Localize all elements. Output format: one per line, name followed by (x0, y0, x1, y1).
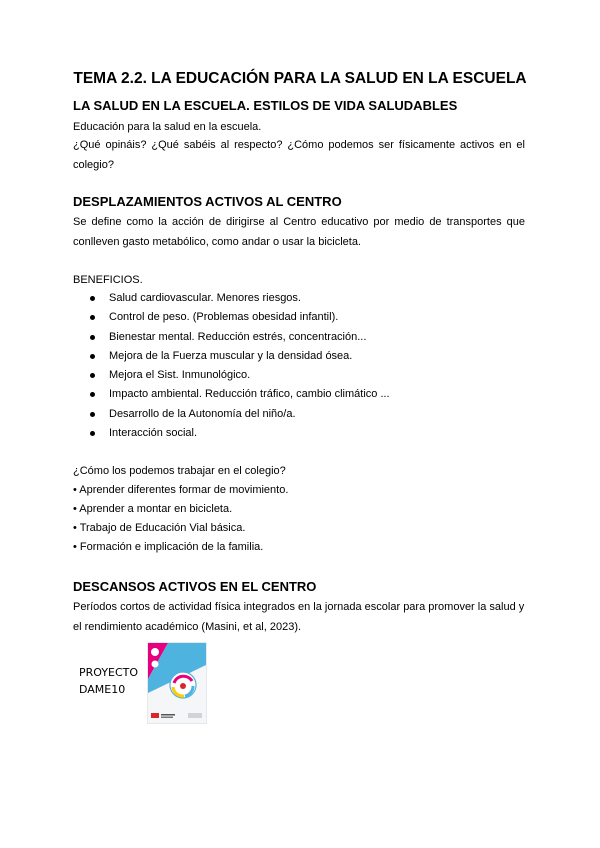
list-item: Mejora el Sist. Inmunológico. (73, 366, 390, 385)
bullet-icon (90, 412, 95, 417)
paragraph-intro: Educación para la salud en la escuela. (73, 121, 262, 133)
bullet-icon (90, 354, 95, 359)
project-cover-image (147, 642, 207, 724)
list-item: Bienestar mental. Reducción estrés, concentración... (73, 328, 390, 347)
bullet-icon (90, 392, 95, 397)
list-item: Mejora de la Fuerza muscular y la densidad ósea. (73, 347, 390, 366)
way-item: • Aprender a montar en bicicleta. (73, 503, 233, 515)
project-label-line2: DAME10 (79, 683, 126, 696)
bullet-icon (90, 373, 95, 378)
section-heading-desplazamientos: DESPLAZAMIENTOS ACTIVOS AL CENTRO (73, 194, 342, 209)
project-label (79, 664, 138, 698)
section-heading-salud: LA SALUD EN LA ESCUELA. ESTILOS DE VIDA SALUDABLES (73, 98, 458, 113)
way-item: • Formación e implicación de la familia. (73, 541, 264, 553)
paragraph-descansos: Períodos cortos de actividad física integrados en la jornada escolar para promover la salud y el rendimiento académico (Masini, et al, 2023). (73, 601, 525, 633)
paragraph-definition: Se define como la acción de dirigirse al Centro educativo por medio de transportes que conlleven gasto metabólico, como andar o usar la bicicleta. (73, 216, 525, 248)
dame10-cover-illustration (148, 643, 206, 723)
way-item: • Trabajo de Educación Vial básica. (73, 522, 246, 534)
list-item: Interacción social. (73, 424, 390, 443)
list-item: Impacto ambiental. Reducción tráfico, cambio climático ... (73, 385, 390, 404)
benefits-list (73, 289, 390, 443)
way-item: • Aprender diferentes formar de movimiento. (73, 484, 289, 496)
list-item: Control de peso. (Problemas obesidad infantil). (73, 308, 390, 327)
list-item: Desarrollo de la Autonomía del niño/a. (73, 405, 390, 424)
list-item: Salud cardiovascular. Menores riesgos. (73, 289, 390, 308)
benefits-label: BENEFICIOS. (73, 274, 143, 286)
bullet-icon (90, 296, 95, 301)
section-heading-descansos: DESCANSOS ACTIVOS EN EL CENTRO (73, 579, 317, 594)
project-label-line1: PROYECTO (79, 666, 139, 679)
bullet-icon (90, 315, 95, 320)
bullet-icon (90, 431, 95, 436)
question-line: ¿Cómo los podemos trabajar en el colegio? (73, 465, 286, 477)
page-title: TEMA 2.2. LA EDUCACIÓN PARA LA SALUD EN LA ESCUELA (73, 70, 527, 87)
bullet-icon (90, 335, 95, 340)
paragraph-questions: ¿Qué opináis? ¿Qué sabéis al respecto? ¿Cómo podemos ser físicamente activos en el colegio? (73, 139, 525, 171)
